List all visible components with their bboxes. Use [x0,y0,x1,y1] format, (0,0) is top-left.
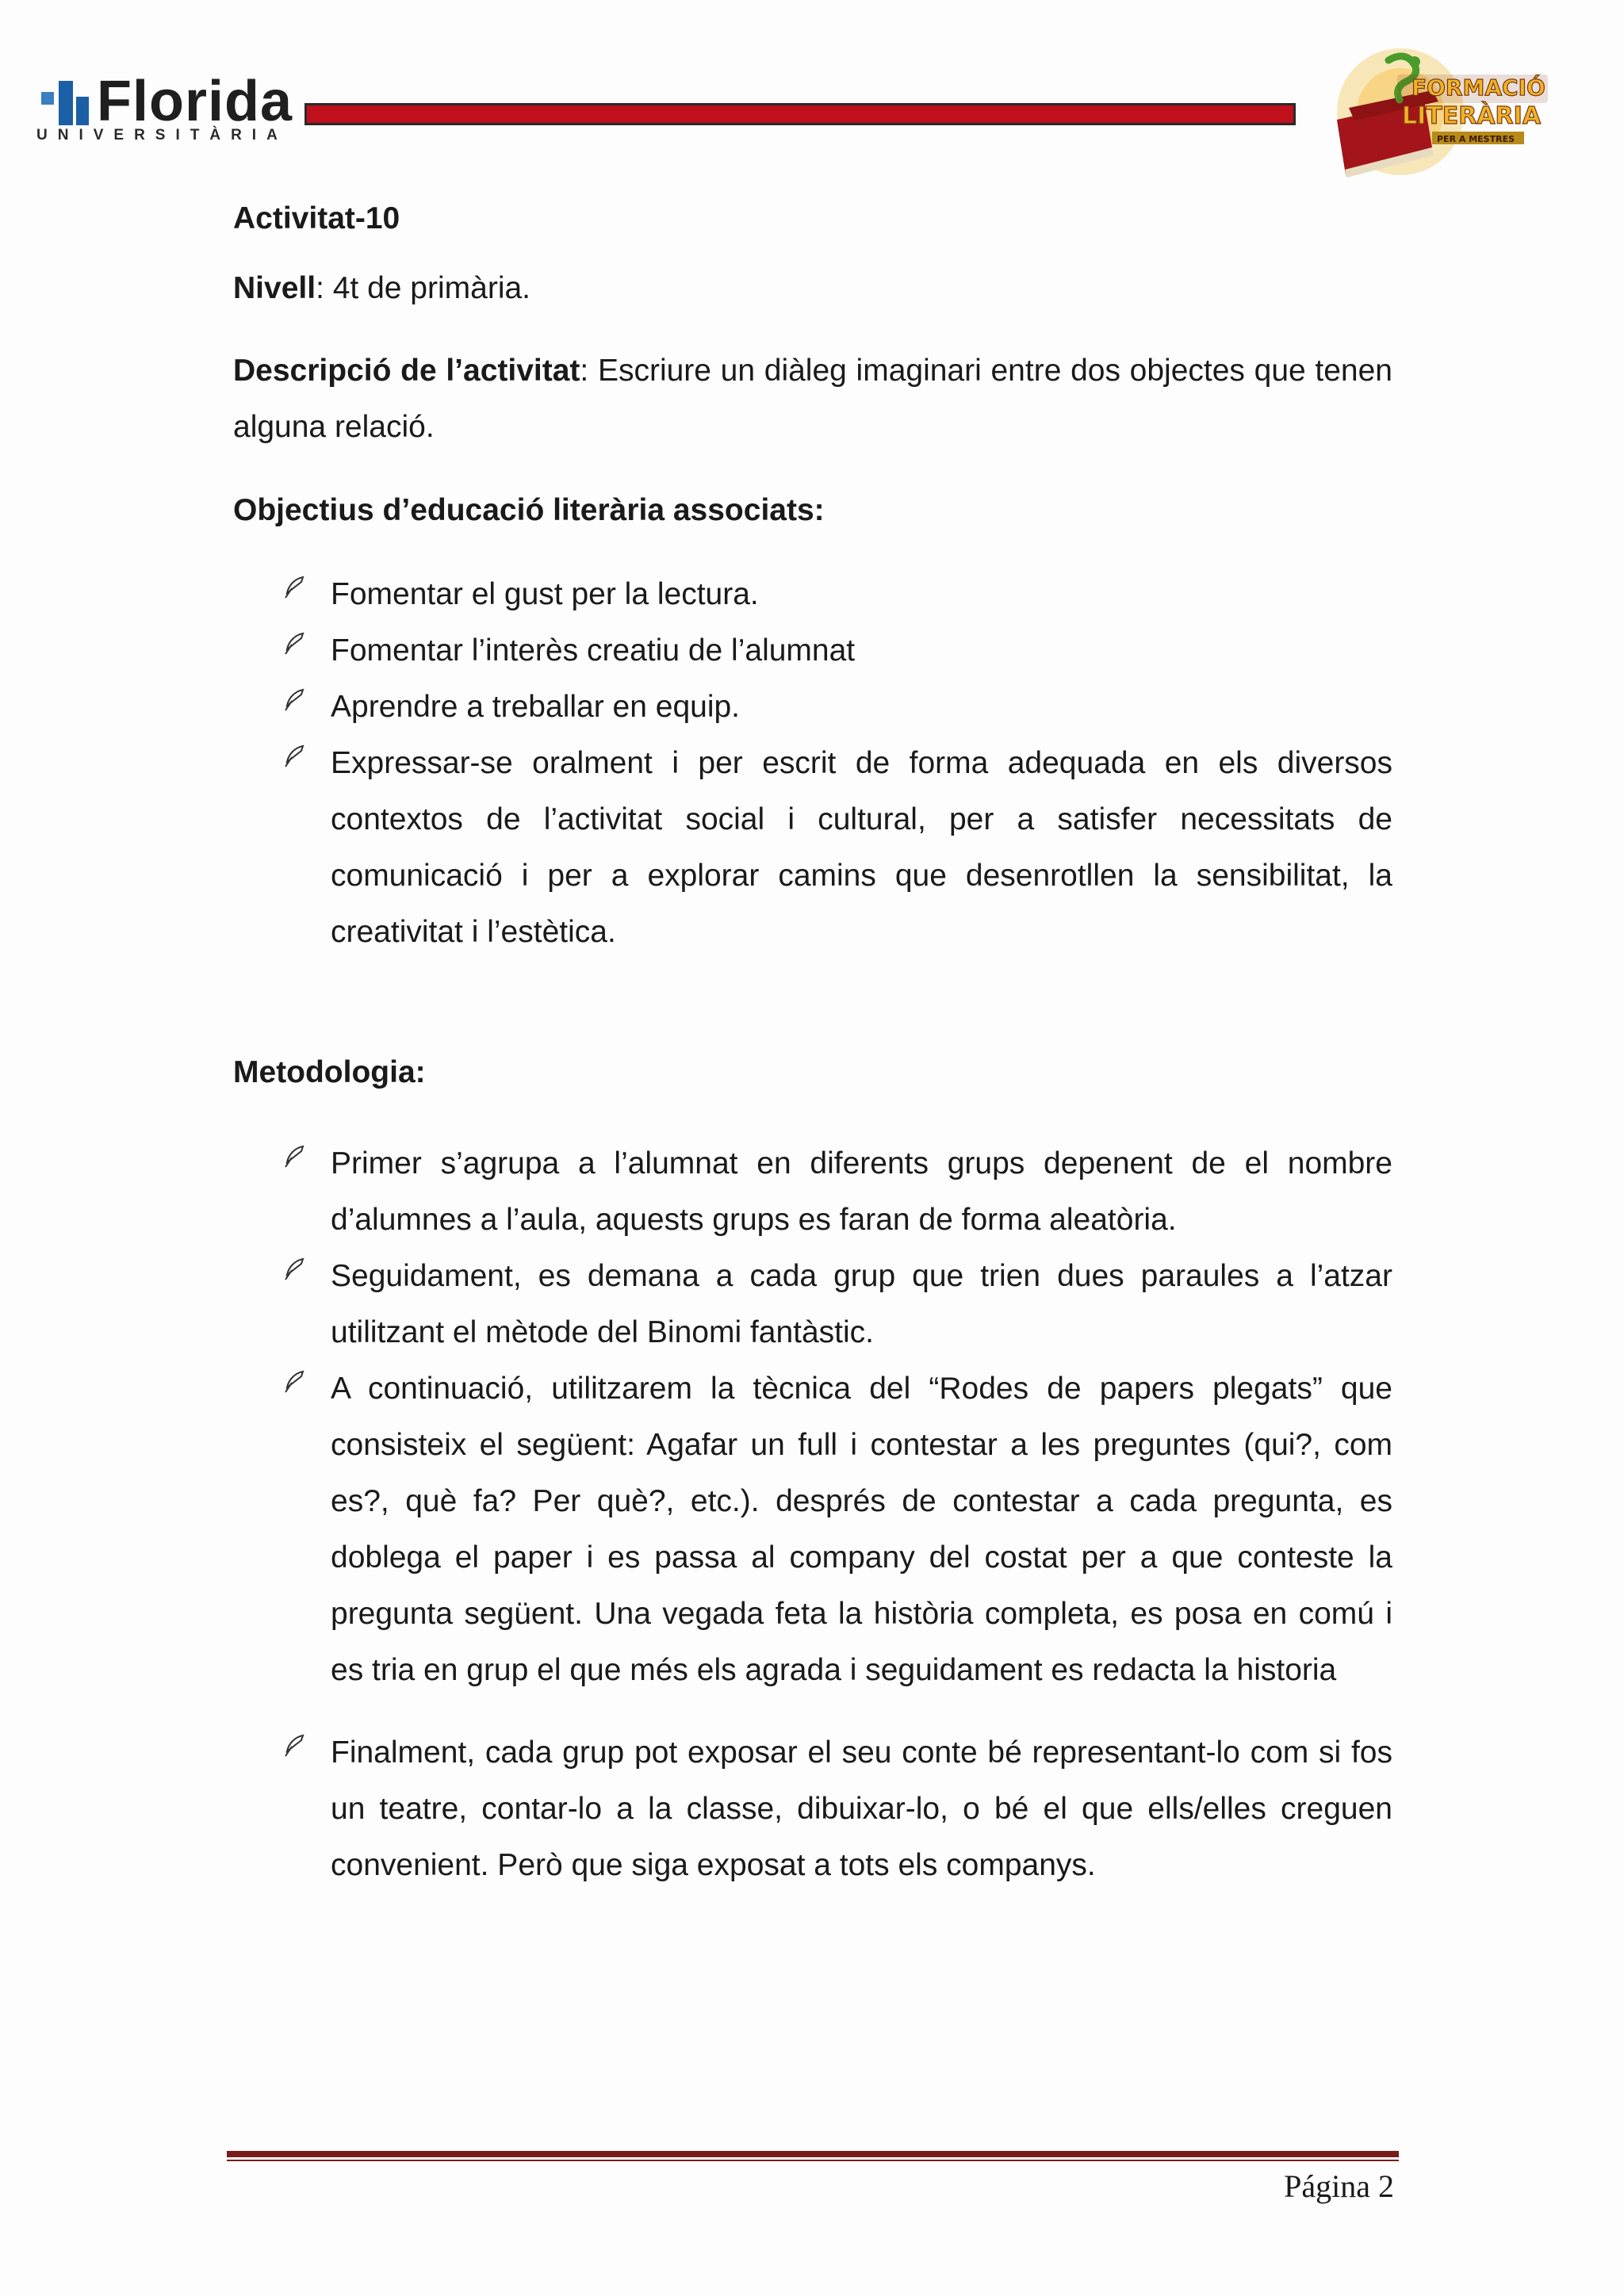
florida-logo-name: Florida [97,70,293,133]
activity-title: Activitat-10 [233,201,400,235]
list-item [233,1248,1392,1360]
metodologia-heading: Metodologia: [233,1055,426,1089]
objectiu-text: Aprendre a treballar en equip. [331,690,741,724]
description-label: Descripció de l’activitat [233,354,580,388]
page-number: Página 2 [1284,2168,1394,2204]
objectius-list [233,566,1392,960]
list-item [233,735,1392,960]
list-item [233,566,1392,622]
footer-rule [227,2151,1399,2157]
florida-mark-icon [41,81,90,125]
list-item [233,1360,1392,1698]
quill-bullet-icon [281,1254,306,1283]
formacio-logo-line2: LITERÀRIA [1402,102,1542,130]
nivell-value: : 4t de primària. [316,271,531,305]
nivell-line [233,260,530,316]
metodologia-list [233,1135,1392,1893]
formacio-literaria-logo [1313,44,1551,179]
list-item [233,1724,1392,1893]
description-paragraph [233,342,1392,455]
quill-bullet-icon [281,741,306,770]
list-item [233,679,1392,735]
objectiu-text: Fomentar l’interès creatiu de l’alumnat [331,633,856,668]
description-value: : Escriure un diàleg imaginari entre dos objectes que tenen alguna relació. [233,354,1392,444]
objectiu-text: Expressar-se oralment i per escrit de forma adequada en els diversos contextos de l’activitat social i cultural, per a satisfer necessitats de comunicació i per a explorar camins que desenrotllen la sensibilitat, la creativitat i l’estètica. [331,746,1392,949]
footer-rule-thin [227,2160,1399,2161]
quill-bullet-icon [281,685,306,714]
metodologia-text: A continuació, utilitzarem la tècnica del “Rodes de papers plegats” que consisteix el següent: Agafar un full i contestar a les preguntes (qui?, com es?, què fa? Per què?, etc.). després de contestar a cada pregunta, es doblega el paper i es passa al company del costat per a que conteste la pregunta següent. Una vegada feta la història completa, es posa en comú i es tria en grup el que més els agrada i seguidament es redacta la historia [331,1372,1392,1687]
list-item [233,1135,1392,1248]
formacio-logo-line3: PER A MESTRES [1437,134,1515,144]
quill-bullet-icon [281,1731,306,1759]
quill-bullet-icon [281,1367,306,1395]
formacio-logo-line1: FORMACIÓ [1411,75,1545,101]
list-item [233,622,1392,679]
metodologia-text: Primer s’agrupa a l’alumnat en diferents grups depenent de el nombre d’alumnes a l’aula, aquests grups es faran de forma aleatòria. [331,1146,1392,1237]
metodologia-text: Seguidament, es demana a cada grup que trien dues paraules a l’atzar utilitzant el mètode del Binomi fantàstic. [331,1259,1392,1349]
florida-universitaria-logo [36,70,298,149]
objectiu-text: Fomentar el gust per la lectura. [331,577,759,611]
quill-bullet-icon [281,629,306,657]
objectius-heading: Objectius d’educació literària associats: [233,493,825,527]
quill-bullet-icon [281,572,306,601]
florida-logo-subtitle: UNIVERSITÀRIA [36,127,288,144]
metodologia-text: Finalment, cada grup pot exposar el seu conte bé representant-lo com si fos un teatre, contar-lo a la classe, dibuixar-lo, o bé el que ells/elles creguen convenient. Però que siga exposat a tots els companys. [331,1735,1392,1882]
nivell-label: Nivell [233,271,316,305]
quill-bullet-icon [281,1142,306,1170]
header-red-bar [304,103,1296,125]
